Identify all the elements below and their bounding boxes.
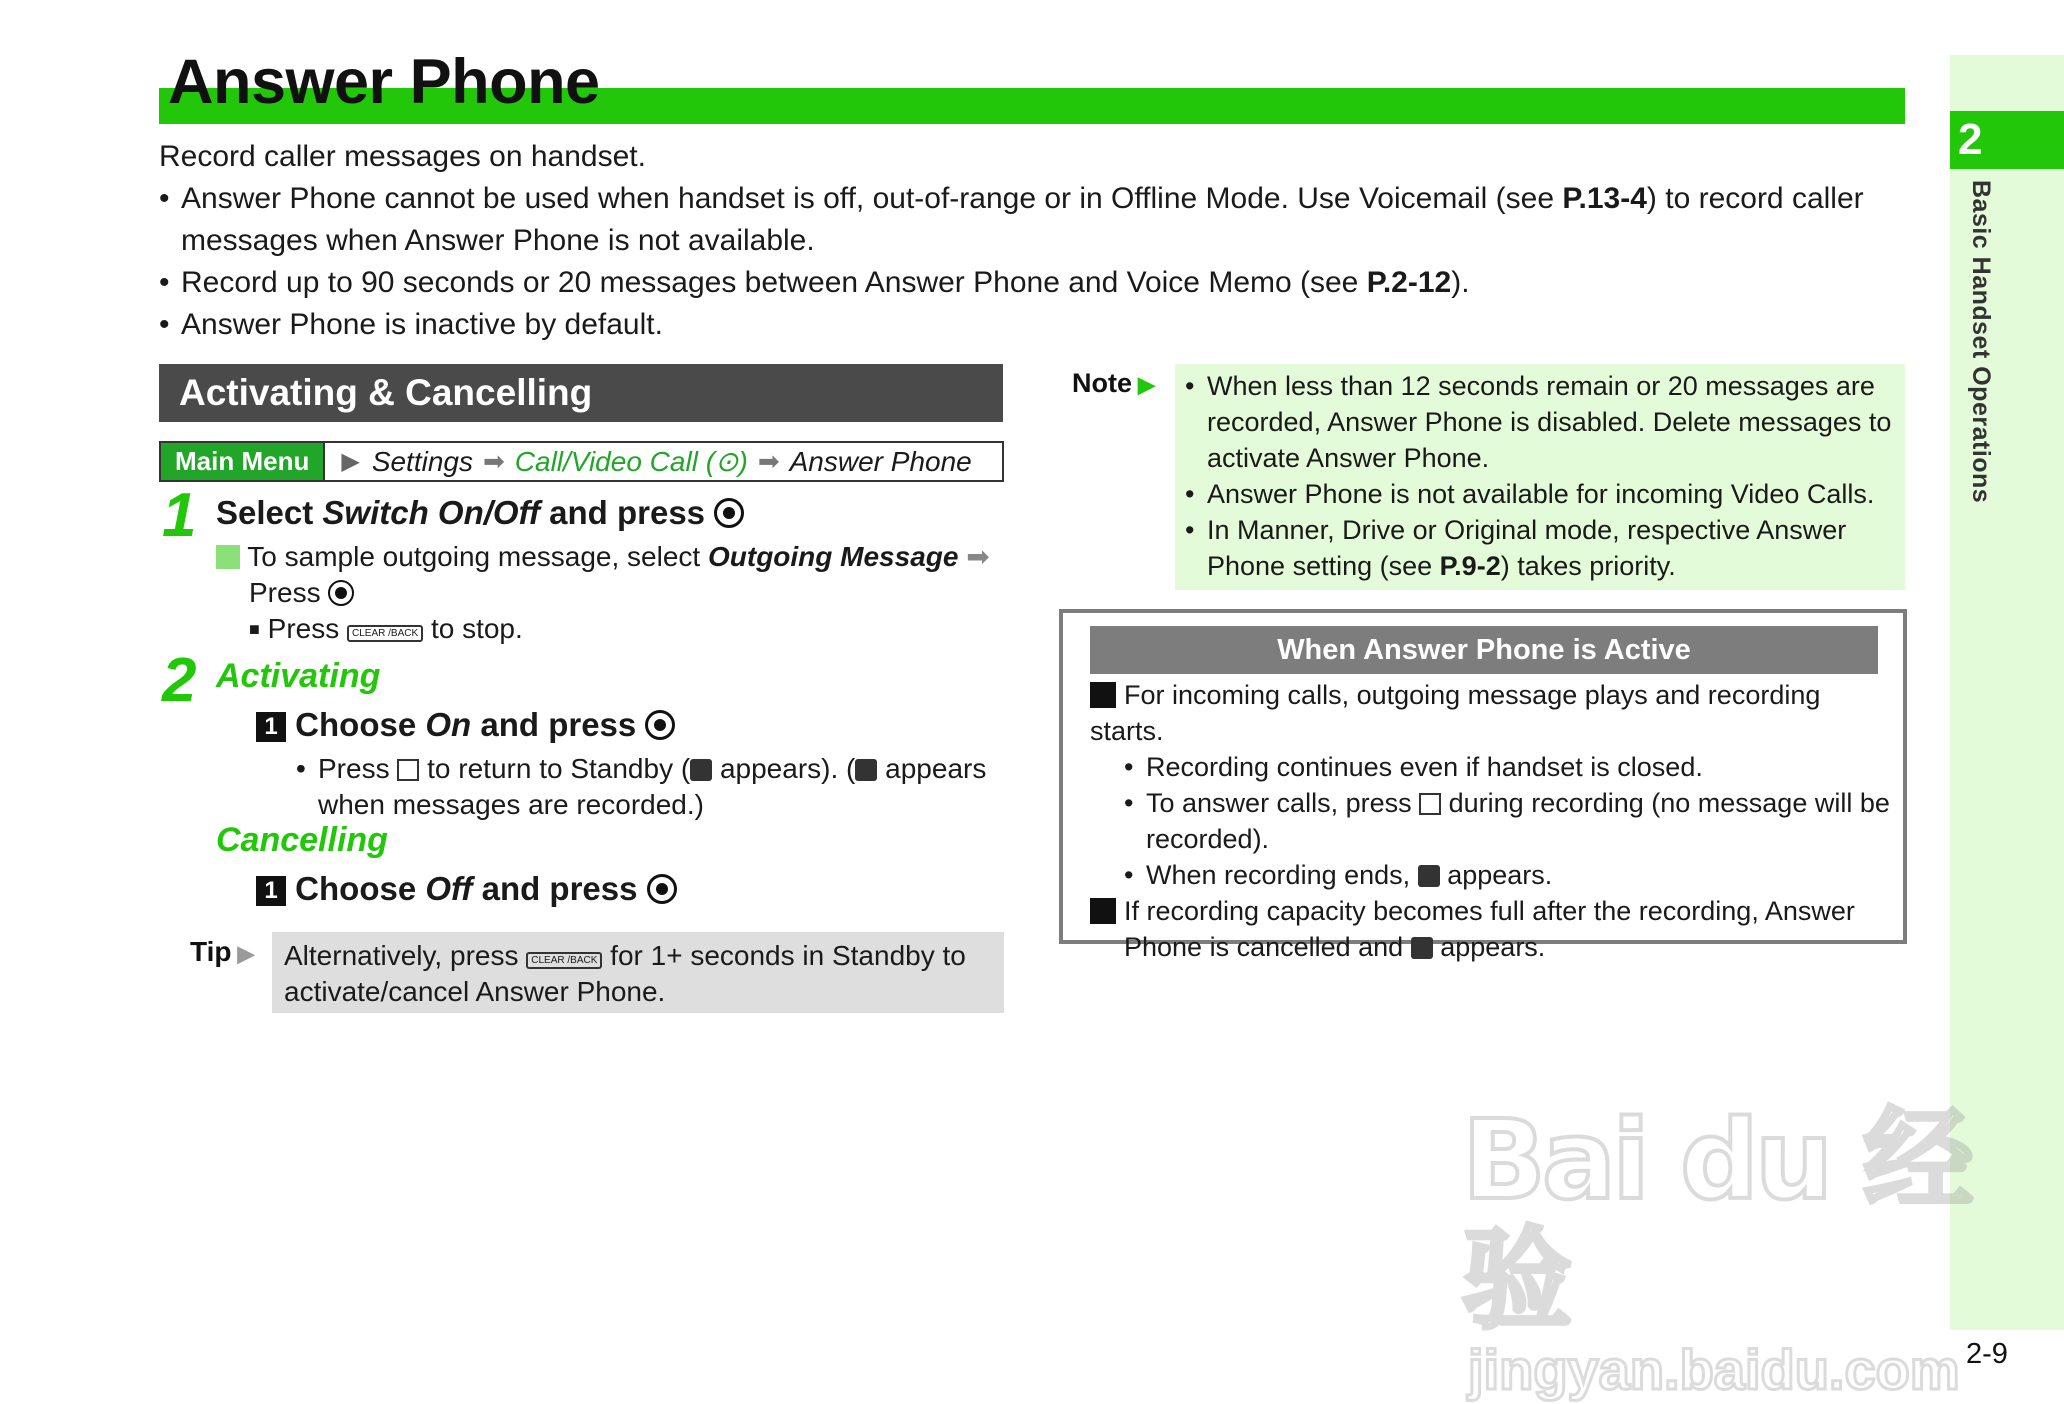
chapter-label: Basic Handset Operations: [1967, 180, 1995, 504]
center-key-icon: [328, 580, 354, 606]
end-key-icon: [397, 759, 419, 781]
page-number: 2-9: [1966, 1338, 2008, 1370]
nav-key-icon: ⊙: [715, 446, 739, 477]
active-box-heading: When Answer Phone is Active: [1090, 626, 1878, 674]
center-key-icon: [645, 710, 675, 740]
intro-lead: Record caller messages on handset.: [159, 140, 646, 173]
step-title: Select Switch On/Off and press: [216, 491, 744, 535]
green-square-icon: [216, 545, 240, 569]
active-subitem: • Recording continues even if handset is closed.: [1124, 749, 1890, 785]
intro-bullet: • Answer Phone cannot be used when handset is off, out-of-range or in Offline Mode. Use Voicemail (see P.13-4) to record caller messages when Answer Phone is not available.: [159, 178, 1909, 262]
triangle-right-icon: ▶: [237, 941, 255, 966]
step-title: 1 Choose On and press: [256, 703, 675, 747]
step-note: • Press to return to Standby ( appears). ( appears when messages are recorded.): [296, 753, 987, 820]
black-square-icon: [1090, 898, 1116, 924]
note-item: • Answer Phone is not available for incoming Video Calls.: [1185, 476, 1895, 512]
menu-path-settings: Settings: [371, 446, 473, 477]
menu-path-call: Call/Video Call (⊙): [514, 446, 748, 477]
page-ref-link[interactable]: P.2-12: [1366, 266, 1452, 299]
step-note: Press: [249, 575, 354, 611]
active-item: If recording capacity becomes full after the recording, Answer Phone is cancelled and appears.: [1090, 893, 1890, 965]
step-number: 2: [162, 646, 197, 715]
intro: [159, 136, 1909, 346]
arrow-right-icon: ➡: [966, 541, 990, 572]
square-bullet-icon: ■: [249, 619, 260, 639]
note-item: • In Manner, Drive or Original mode, respective Answer Phone setting (see P.9-2) takes priority.: [1185, 512, 1895, 584]
triangle-right-icon: ▶: [1138, 372, 1155, 397]
tip-label: Tip ▶: [190, 936, 255, 967]
intro-bullet: • Answer Phone is inactive by default.: [159, 304, 1909, 346]
arrow-right-icon: ➡: [757, 446, 780, 476]
tip-box: Alternatively, press CLEAR /BACK for 1+ seconds in Standby to activate/cancel Answer Phone.: [272, 932, 1004, 1013]
menu-path-answer-phone: Answer Phone: [789, 446, 972, 477]
active-item: For incoming calls, outgoing message plays and recording starts.: [1090, 680, 1821, 746]
main-menu-tag: Main Menu: [161, 443, 325, 480]
send-key-icon: [1419, 793, 1441, 815]
section-heading: Activating & Cancelling: [159, 364, 1003, 422]
step-title: 1 Choose Off and press: [256, 867, 677, 911]
page-ref-link[interactable]: P.13-4: [1562, 182, 1647, 215]
answer-phone-icon: [690, 759, 712, 781]
note-box: [1175, 364, 1905, 590]
message-recorded-icon: [855, 759, 877, 781]
page-title: Answer Phone: [168, 47, 600, 117]
capacity-full-icon: [1411, 937, 1433, 959]
intro-bullet: • Record up to 90 seconds or 20 messages between Answer Phone and Voice Memo (see P.2-12).: [159, 262, 1909, 304]
active-subitem: • When recording ends, appears.: [1124, 857, 1890, 893]
watermark-url: jingyan.baidu.com: [1468, 1338, 1960, 1401]
active-subitem: • To answer calls, press during recording (no message will be recorded).: [1124, 785, 1890, 857]
black-square-icon: [1090, 682, 1116, 708]
step-number: 1: [162, 481, 197, 550]
watermark-logo: Bai du 经验: [1462, 1096, 1970, 1344]
subheading-activating: Activating: [216, 657, 381, 695]
clear-back-key-icon: CLEAR /BACK: [347, 625, 423, 642]
step-note: To sample outgoing message, select Outgoing Message ➡: [216, 539, 1006, 575]
page-ref-link[interactable]: P.9-2: [1439, 551, 1501, 581]
clear-back-key-icon: CLEAR /BACK: [526, 952, 602, 969]
note-item: • When less than 12 seconds remain or 20 messages are recorded, Answer Phone is disabled. Delete messages to activate Answer Phone.: [1185, 368, 1895, 476]
step-note: ■ Press CLEAR /BACK to stop.: [249, 613, 523, 644]
menu-path: [159, 441, 1004, 482]
note-label: Note ▶: [1072, 368, 1155, 398]
message-recorded-icon: [1418, 865, 1440, 887]
triangle-right-icon: ▶: [341, 448, 360, 475]
center-key-icon: [647, 874, 677, 904]
chapter-number: 2: [1958, 115, 1983, 164]
subheading-cancelling: Cancelling: [216, 821, 388, 859]
center-key-icon: [714, 498, 744, 528]
arrow-right-icon: ➡: [482, 446, 505, 476]
active-box-body: [1090, 677, 1890, 965]
